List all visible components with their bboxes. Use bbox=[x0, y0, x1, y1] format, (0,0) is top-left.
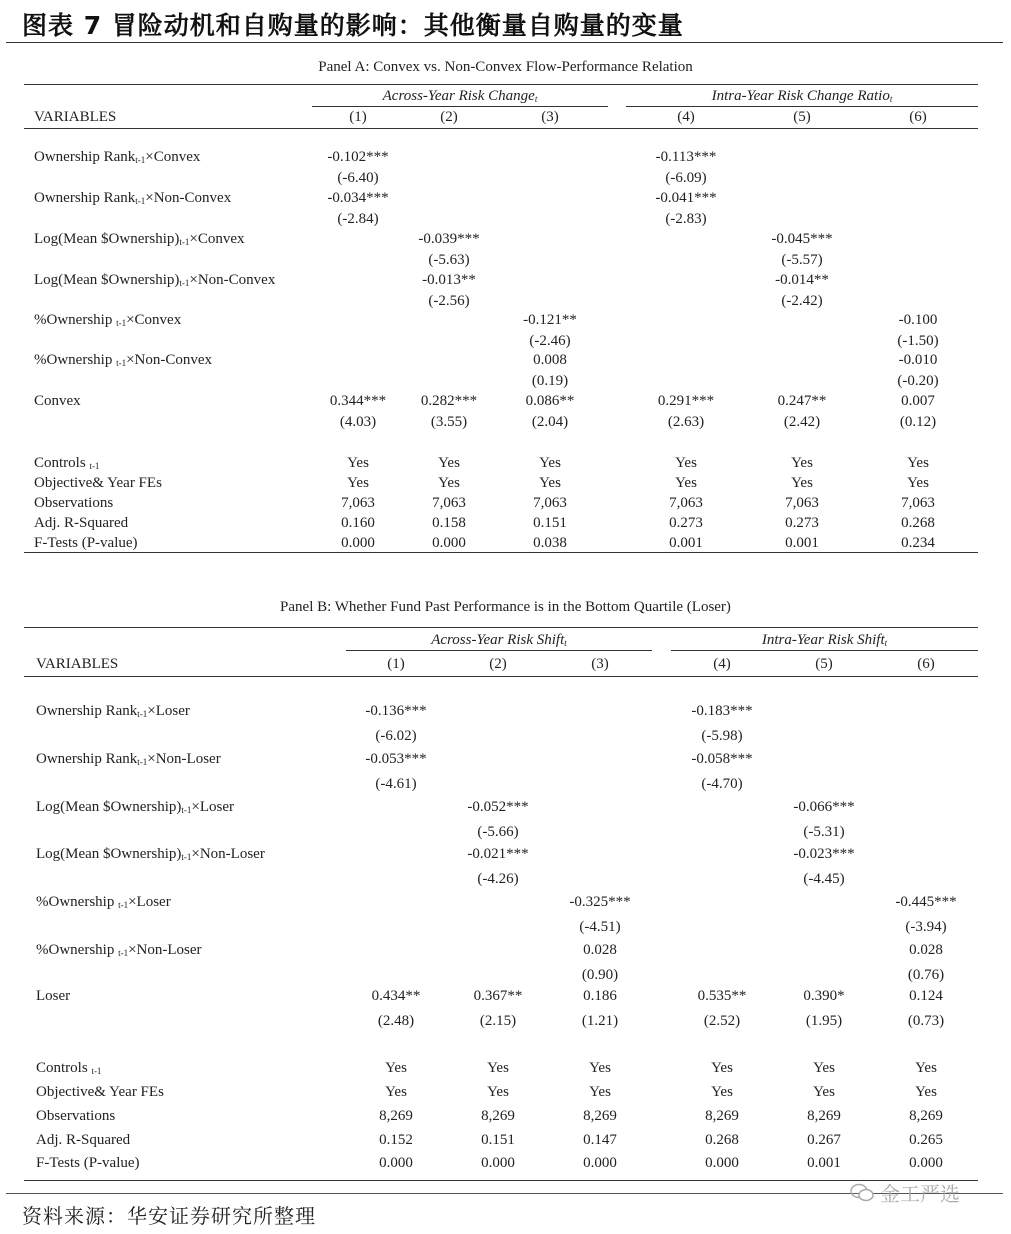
panel_a-stat-cell: Yes bbox=[347, 475, 369, 491]
panel_a-stat-cell: Yes bbox=[438, 455, 460, 471]
panel_b-coef-cell: 0.535** bbox=[697, 988, 747, 1004]
panel_a-stat-cell: 0.000 bbox=[341, 535, 375, 551]
panel_b-row-label: %Ownership $_{t-1}$×Non-Loser bbox=[36, 942, 202, 958]
panel_a-tstat-cell: (-2.56) bbox=[428, 293, 470, 309]
panel_b-stat-cell: 8,269 bbox=[481, 1108, 515, 1124]
chat-icon bbox=[850, 1183, 874, 1203]
panel_a-stat-cell: Yes bbox=[791, 475, 813, 491]
panel_b-stat-cell: Yes bbox=[487, 1084, 509, 1100]
panel-a-group2-rule bbox=[626, 106, 978, 107]
panel_b-row-label: Log(Mean $\$Ownership)_{t-1}\times Non$-Loser bbox=[36, 846, 265, 862]
panel_a-stat-cell: 0.273 bbox=[669, 515, 703, 531]
panel_b-stat-label: Objective& Year FEs bbox=[36, 1084, 164, 1100]
panel_b-tstat-cell: (-4.26) bbox=[477, 871, 519, 887]
panel_b-coef-cell: -0.023*** bbox=[793, 846, 855, 862]
panel-b-group1-rule bbox=[346, 650, 652, 651]
panel_b-stat-cell: 0.267 bbox=[807, 1132, 841, 1148]
panel_a-coef-cell: 0.007 bbox=[901, 393, 935, 409]
panel_a-stat-cell: 0.158 bbox=[432, 515, 466, 531]
panel_a-coef-cell: -0.039*** bbox=[418, 231, 480, 247]
panel_b-coef-cell: -0.136*** bbox=[365, 703, 427, 719]
panel_b-stat-cell: Yes bbox=[487, 1060, 509, 1076]
panel_b-stat-cell: 0.268 bbox=[705, 1132, 739, 1148]
panel_a-tstat-cell: (-0.20) bbox=[897, 373, 939, 389]
panel_a-tstat-cell: (2.63) bbox=[667, 414, 705, 430]
panel-a-variables-label: VARIABLES bbox=[34, 109, 117, 125]
panel_a-tstat-cell: (-2.42) bbox=[781, 293, 823, 309]
panel_b-coef-cell: -0.053*** bbox=[365, 751, 427, 767]
panel_b-stat-cell: 0.000 bbox=[705, 1155, 739, 1171]
panel_a-row-label: Ownership Rank$_{t-1}$×Non-Convex bbox=[34, 190, 232, 206]
panel_b-row-label: Ownership Rank$_{t-1}$×Non-Loser bbox=[36, 751, 221, 767]
panel_a-stat-cell: Yes bbox=[791, 455, 813, 471]
panel_b-stat-cell: Yes bbox=[589, 1084, 611, 1100]
panel_b-tstat-cell: (-4.51) bbox=[579, 919, 621, 935]
panel_a-row-label: Ownership Rank$_{t-1}$×Convex bbox=[34, 149, 201, 165]
panel_a-tstat-cell: (-6.09) bbox=[665, 170, 707, 186]
panel_a-tstat-cell: (-5.57) bbox=[781, 252, 823, 268]
panel_a-stat-label: Controls $_{t-1}$ bbox=[34, 455, 100, 471]
panel_a-tstat-cell: (4.03) bbox=[339, 414, 377, 430]
panel_b-stat-cell: Yes bbox=[711, 1060, 733, 1076]
panel_b-stat-cell: Yes bbox=[589, 1060, 611, 1076]
panel_a-coef-cell: -0.013** bbox=[422, 272, 476, 288]
panel_b-stat-cell: Yes bbox=[711, 1084, 733, 1100]
panel_b-stat-cell: Yes bbox=[915, 1084, 937, 1100]
panel-a-title: Panel A: Convex vs. Non-Convex Flow-Performance Relation bbox=[318, 59, 693, 75]
panel_b-tstat-cell: (-4.45) bbox=[803, 871, 845, 887]
panel_a-tstat-cell: (0.19) bbox=[531, 373, 569, 389]
panel_b-coef-cell: -0.445*** bbox=[895, 894, 957, 910]
panel_a-coef-cell: -0.113*** bbox=[655, 149, 717, 165]
panel_b-coef-cell: -0.183*** bbox=[691, 703, 753, 719]
panel_b-stat-cell: Yes bbox=[813, 1084, 835, 1100]
panel_b-col-header: (3) bbox=[591, 656, 609, 672]
panel_b-stat-label: Adj. R-Squared bbox=[36, 1132, 131, 1148]
panel_a-stat-cell: Yes bbox=[539, 455, 561, 471]
panel_a-stat-cell: Yes bbox=[675, 475, 697, 491]
panel_a-stat-cell: 0.001 bbox=[785, 535, 819, 551]
panel_b-tstat-cell: (2.52) bbox=[703, 1013, 741, 1029]
panel_b-stat-cell: 0.000 bbox=[909, 1155, 943, 1171]
panel_a-tstat-cell: (-2.83) bbox=[665, 211, 707, 227]
panel_b-tstat-cell: (0.90) bbox=[581, 967, 619, 983]
panel_a-row-label: Log(Mean $\$Ownership)_{t-1}\times Non$-Convex bbox=[34, 272, 276, 288]
panel_b-coef-cell: -0.052*** bbox=[467, 799, 529, 815]
panel_a-tstat-cell: (-1.50) bbox=[897, 333, 939, 349]
panel_a-stat-cell: 0.273 bbox=[785, 515, 819, 531]
panel_b-tstat-cell: (0.76) bbox=[907, 967, 945, 983]
panel_b-stat-cell: Yes bbox=[385, 1060, 407, 1076]
panel_b-stat-cell: 0.000 bbox=[583, 1155, 617, 1171]
panel_b-stat-label: Controls $_{t-1}$ bbox=[36, 1060, 102, 1076]
panel_a-coef-cell: -0.102*** bbox=[327, 149, 389, 165]
panel-b-bottom-rule bbox=[24, 1180, 978, 1181]
panel_b-coef-cell: 0.186 bbox=[583, 988, 617, 1004]
panel-a-header-rule bbox=[24, 128, 978, 129]
panel_a-tstat-cell: (2.42) bbox=[783, 414, 821, 430]
panel_b-row-label: Log(Mean $\$Ownership)_{t-1}\times Loser$ bbox=[36, 799, 235, 815]
panel_a-tstat-cell: (3.55) bbox=[430, 414, 468, 430]
panel_a-coef-cell: -0.010 bbox=[898, 352, 938, 368]
panel_b-row-label: Loser bbox=[36, 988, 71, 1004]
panel_b-tstat-cell: (1.21) bbox=[581, 1013, 619, 1029]
panel_a-stat-label: Observations bbox=[34, 495, 114, 511]
panel_a-col-header: (1) bbox=[349, 109, 367, 125]
panel-b-group1-header: Across-Year Risk Shift$_t$ bbox=[431, 632, 567, 648]
panel_a-stat-cell: Yes bbox=[539, 475, 561, 491]
panel_a-stat-cell: 0.160 bbox=[341, 515, 375, 531]
panel_b-stat-label: F-Tests (P-value) bbox=[36, 1155, 140, 1171]
panel_b-tstat-cell: (2.48) bbox=[377, 1013, 415, 1029]
panel_b-coef-cell: 0.367** bbox=[473, 988, 523, 1004]
panel_b-stat-cell: 8,269 bbox=[909, 1108, 943, 1124]
panel-b-group2-header: Intra-Year Risk Shift$_t$ bbox=[761, 632, 888, 648]
panel_b-tstat-cell: (-6.02) bbox=[375, 728, 417, 744]
panel_b-tstat-cell: (-5.98) bbox=[701, 728, 743, 744]
panel_a-tstat-cell: (-2.84) bbox=[337, 211, 379, 227]
panel_a-coef-cell: 0.086** bbox=[525, 393, 575, 409]
panel_a-stat-label: Objective& Year FEs bbox=[34, 475, 162, 491]
panel_b-stat-cell: 8,269 bbox=[379, 1108, 413, 1124]
title-divider bbox=[6, 42, 1003, 43]
panel_a-coef-cell: 0.247** bbox=[777, 393, 827, 409]
watermark bbox=[850, 1178, 960, 1207]
panel_b-coef-cell: 0.028 bbox=[909, 942, 943, 958]
panel_a-coef-cell: -0.045*** bbox=[771, 231, 833, 247]
panel_a-stat-label: F-Tests (P-value) bbox=[34, 535, 138, 551]
panel_a-row-label: %Ownership $_{t-1}$×Convex bbox=[34, 312, 182, 328]
panel-b-top-rule bbox=[24, 627, 978, 628]
panel_b-row-label: %Ownership $_{t-1}$×Loser bbox=[36, 894, 171, 910]
panel_a-coef-cell: -0.121** bbox=[523, 312, 577, 328]
panel_b-tstat-cell: (0.73) bbox=[907, 1013, 945, 1029]
panel_a-coef-cell: -0.041*** bbox=[655, 190, 717, 206]
panel_a-coef-cell: -0.100 bbox=[898, 312, 938, 328]
panel_b-stat-cell: 8,269 bbox=[705, 1108, 739, 1124]
panel_b-coef-cell: 0.390* bbox=[803, 988, 845, 1004]
panel_a-coef-cell: 0.344*** bbox=[329, 393, 387, 409]
panel_b-tstat-cell: (-5.66) bbox=[477, 824, 519, 840]
panel_b-row-label: Ownership Rank$_{t-1}$×Loser bbox=[36, 703, 190, 719]
panel_b-stat-cell: Yes bbox=[385, 1084, 407, 1100]
panel_a-col-header: (2) bbox=[440, 109, 458, 125]
panel_a-stat-cell: 7,063 bbox=[785, 495, 819, 511]
panel_a-stat-cell: 0.038 bbox=[533, 535, 567, 551]
panel_a-tstat-cell: (-5.63) bbox=[428, 252, 470, 268]
panel_a-stat-cell: 0.000 bbox=[432, 535, 466, 551]
panel-b-title: Panel B: Whether Fund Past Performance is in the Bottom Quartile (Loser) bbox=[280, 599, 731, 615]
panel_b-coef-cell: 0.124 bbox=[909, 988, 943, 1004]
panel_a-tstat-cell: (2.04) bbox=[531, 414, 569, 430]
panel_b-stat-cell: 0.151 bbox=[481, 1132, 515, 1148]
panel_a-stat-cell: 7,063 bbox=[341, 495, 375, 511]
panel_b-coef-cell: -0.325*** bbox=[569, 894, 631, 910]
panel_b-stat-cell: 8,269 bbox=[807, 1108, 841, 1124]
panel_b-tstat-cell: (1.95) bbox=[805, 1013, 843, 1029]
panel_b-stat-cell: 0.001 bbox=[807, 1155, 841, 1171]
panel_b-col-header: (4) bbox=[713, 656, 731, 672]
panel_a-coef-cell: -0.034*** bbox=[327, 190, 389, 206]
panel_a-stat-cell: 7,063 bbox=[901, 495, 935, 511]
panel_b-stat-cell: 0.265 bbox=[909, 1132, 943, 1148]
panel_a-coef-cell: 0.008 bbox=[533, 352, 567, 368]
panel_a-tstat-cell: (0.12) bbox=[899, 414, 937, 430]
panel_a-stat-cell: Yes bbox=[347, 455, 369, 471]
panel_b-tstat-cell: (2.15) bbox=[479, 1013, 517, 1029]
panel_a-coef-cell: 0.291*** bbox=[657, 393, 715, 409]
panel_b-coef-cell: -0.058*** bbox=[691, 751, 753, 767]
panel_a-stat-cell: Yes bbox=[907, 475, 929, 491]
panel_a-stat-cell: Yes bbox=[438, 475, 460, 491]
panel_a-row-label: Convex bbox=[34, 393, 81, 409]
panel_b-tstat-cell: (-3.94) bbox=[905, 919, 947, 935]
panel_a-tstat-cell: (-6.40) bbox=[337, 170, 379, 186]
panel_a-col-header: (3) bbox=[541, 109, 559, 125]
panel-a-group1-rule bbox=[312, 106, 608, 107]
panel-b-variables-label: VARIABLES bbox=[36, 656, 119, 672]
panel_a-stat-cell: 7,063 bbox=[669, 495, 703, 511]
panel_a-stat-cell: Yes bbox=[907, 455, 929, 471]
panel_a-stat-cell: 0.151 bbox=[533, 515, 567, 531]
panel_b-stat-cell: Yes bbox=[813, 1060, 835, 1076]
panel-a-top-rule bbox=[24, 84, 978, 85]
panel_a-stat-cell: 0.268 bbox=[901, 515, 935, 531]
panel_b-col-header: (2) bbox=[489, 656, 507, 672]
panel_b-stat-cell: 0.000 bbox=[379, 1155, 413, 1171]
panel-a-group1-header: Across-Year Risk Change$_t$ bbox=[382, 88, 538, 104]
panel_a-coef-cell: -0.014** bbox=[775, 272, 829, 288]
panel_a-stat-cell: 7,063 bbox=[533, 495, 567, 511]
panel_b-stat-label: Observations bbox=[36, 1108, 116, 1124]
panel_b-stat-cell: 8,269 bbox=[583, 1108, 617, 1124]
panel_b-stat-cell: 0.000 bbox=[481, 1155, 515, 1171]
panel_a-stat-cell: 0.001 bbox=[669, 535, 703, 551]
page-title: 图表 7 冒险动机和自购量的影响：其他衡量自购量的变量 bbox=[22, 11, 684, 40]
panel_a-coef-cell: 0.282*** bbox=[420, 393, 478, 409]
panel_a-col-header: (6) bbox=[909, 109, 927, 125]
panel-b-group2-rule bbox=[671, 650, 978, 651]
panel_b-stat-cell: 0.147 bbox=[583, 1132, 617, 1148]
panel_b-col-header: (6) bbox=[917, 656, 935, 672]
panel_a-row-label: %Ownership $_{t-1}$×Non-Convex bbox=[34, 352, 213, 368]
panel_b-coef-cell: -0.066*** bbox=[793, 799, 855, 815]
panel_a-tstat-cell: (-2.46) bbox=[529, 333, 571, 349]
panel_b-stat-cell: Yes bbox=[915, 1060, 937, 1076]
panel_b-tstat-cell: (-4.61) bbox=[375, 776, 417, 792]
panel_b-coef-cell: -0.021*** bbox=[467, 846, 529, 862]
panel_b-col-header: (1) bbox=[387, 656, 405, 672]
panel-a-bottom-rule bbox=[24, 552, 978, 553]
panel_b-tstat-cell: (-5.31) bbox=[803, 824, 845, 840]
panel_b-stat-cell: 0.152 bbox=[379, 1132, 413, 1148]
panel-b-header-rule bbox=[24, 676, 978, 677]
panel_a-stat-cell: 7,063 bbox=[432, 495, 466, 511]
panel_b-tstat-cell: (-4.70) bbox=[701, 776, 743, 792]
panel_b-coef-cell: 0.434** bbox=[371, 988, 421, 1004]
panel_a-col-header: (4) bbox=[677, 109, 695, 125]
panel-a-group2-header: Intra-Year Risk Change Ratio$_t$ bbox=[711, 88, 893, 104]
watermark-text: 金工严选 bbox=[880, 1182, 960, 1206]
panel_a-stat-label: Adj. R-Squared bbox=[34, 515, 129, 531]
panel_b-coef-cell: 0.028 bbox=[583, 942, 617, 958]
panel_a-stat-cell: 0.234 bbox=[901, 535, 935, 551]
panel_a-col-header: (5) bbox=[793, 109, 811, 125]
panel_b-col-header: (5) bbox=[815, 656, 833, 672]
source-note: 资料来源：华安证券研究所整理 bbox=[22, 1204, 316, 1228]
panel_a-row-label: Log(Mean $\$Ownership)_{t-1}\times Convex$ bbox=[34, 231, 245, 247]
panel_a-stat-cell: Yes bbox=[675, 455, 697, 471]
